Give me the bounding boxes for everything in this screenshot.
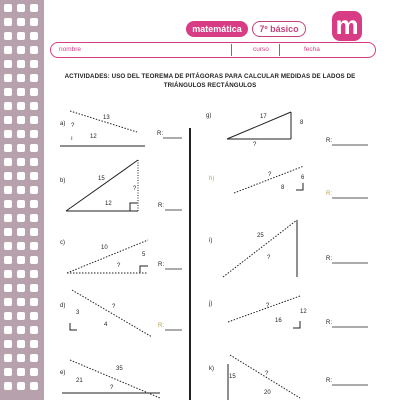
activity-title-line-2: TRIÁNGULOS RECTÁNGULOS — [163, 82, 257, 89]
problem-b-label: b) — [60, 178, 66, 184]
answer-label: R: — [158, 203, 164, 209]
side-label: ? — [71, 123, 75, 129]
answer-label: R: — [326, 138, 332, 144]
answer-label: R: — [326, 256, 332, 262]
answer-label: R: — [157, 131, 163, 137]
problem-j-label: j) — [209, 301, 213, 307]
side-label: ? — [267, 255, 271, 261]
activity-title-line-1: ACTIVIDADES: USO DEL TEOREMA DE PITÁGORAS PARA CALCULAR MEDIDAS DE LADOS DE — [64, 73, 356, 80]
side-label: ? — [133, 186, 137, 192]
side-label: 15 — [229, 374, 236, 380]
side-label: 16 — [275, 318, 282, 324]
problem-d-label: d) — [60, 303, 66, 309]
side-label: 20 — [264, 390, 271, 396]
answer-label: R: — [158, 323, 164, 329]
side-label: 12 — [300, 309, 307, 315]
date-field-label: fecha — [304, 46, 320, 53]
side-label: 8 — [300, 120, 304, 126]
problem-g-label: g) — [206, 113, 212, 119]
side-label: ? — [253, 142, 257, 148]
side-label: 35 — [116, 366, 123, 372]
problem-e-label: e) — [60, 370, 66, 376]
problem-i-label: i) — [209, 238, 213, 244]
course-field-label: curso — [253, 46, 269, 53]
side-label: ? — [268, 172, 272, 178]
problem-c-label: c) — [60, 240, 65, 246]
answer-label: R: — [326, 191, 332, 197]
problem-a-label: a) — [60, 121, 66, 127]
answer-label: R: — [326, 378, 332, 384]
problem-k-label: k) — [209, 366, 214, 372]
subject-tab: matemática — [186, 21, 248, 37]
logo-icon: m — [332, 11, 362, 41]
problem-h-label: h) — [209, 176, 215, 182]
side-label: ? — [266, 303, 270, 309]
side-label: 21 — [76, 378, 83, 384]
side-label: 12 — [105, 201, 112, 207]
tick-mark: ı — [71, 136, 73, 142]
side-label: ? — [110, 385, 114, 391]
side-label: 10 — [101, 245, 108, 251]
side-label: ? — [117, 263, 121, 269]
answer-label: R: — [326, 320, 332, 326]
side-label: 25 — [257, 233, 264, 239]
name-field-label: nombre — [59, 46, 82, 53]
side-label: 12 — [90, 134, 97, 140]
side-label: 3 — [76, 310, 80, 316]
side-label: 13 — [103, 115, 110, 121]
side-label: 15 — [98, 176, 105, 182]
side-label: 8 — [281, 185, 285, 191]
side-label: 5 — [142, 252, 146, 258]
side-label: 6 — [301, 175, 305, 181]
side-label: 4 — [104, 322, 108, 328]
side-label: ? — [265, 371, 269, 377]
side-label: 17 — [260, 114, 267, 120]
answer-label: R: — [158, 262, 164, 268]
side-label: ? — [112, 304, 116, 310]
grade-tab: 7º básico — [252, 21, 306, 37]
